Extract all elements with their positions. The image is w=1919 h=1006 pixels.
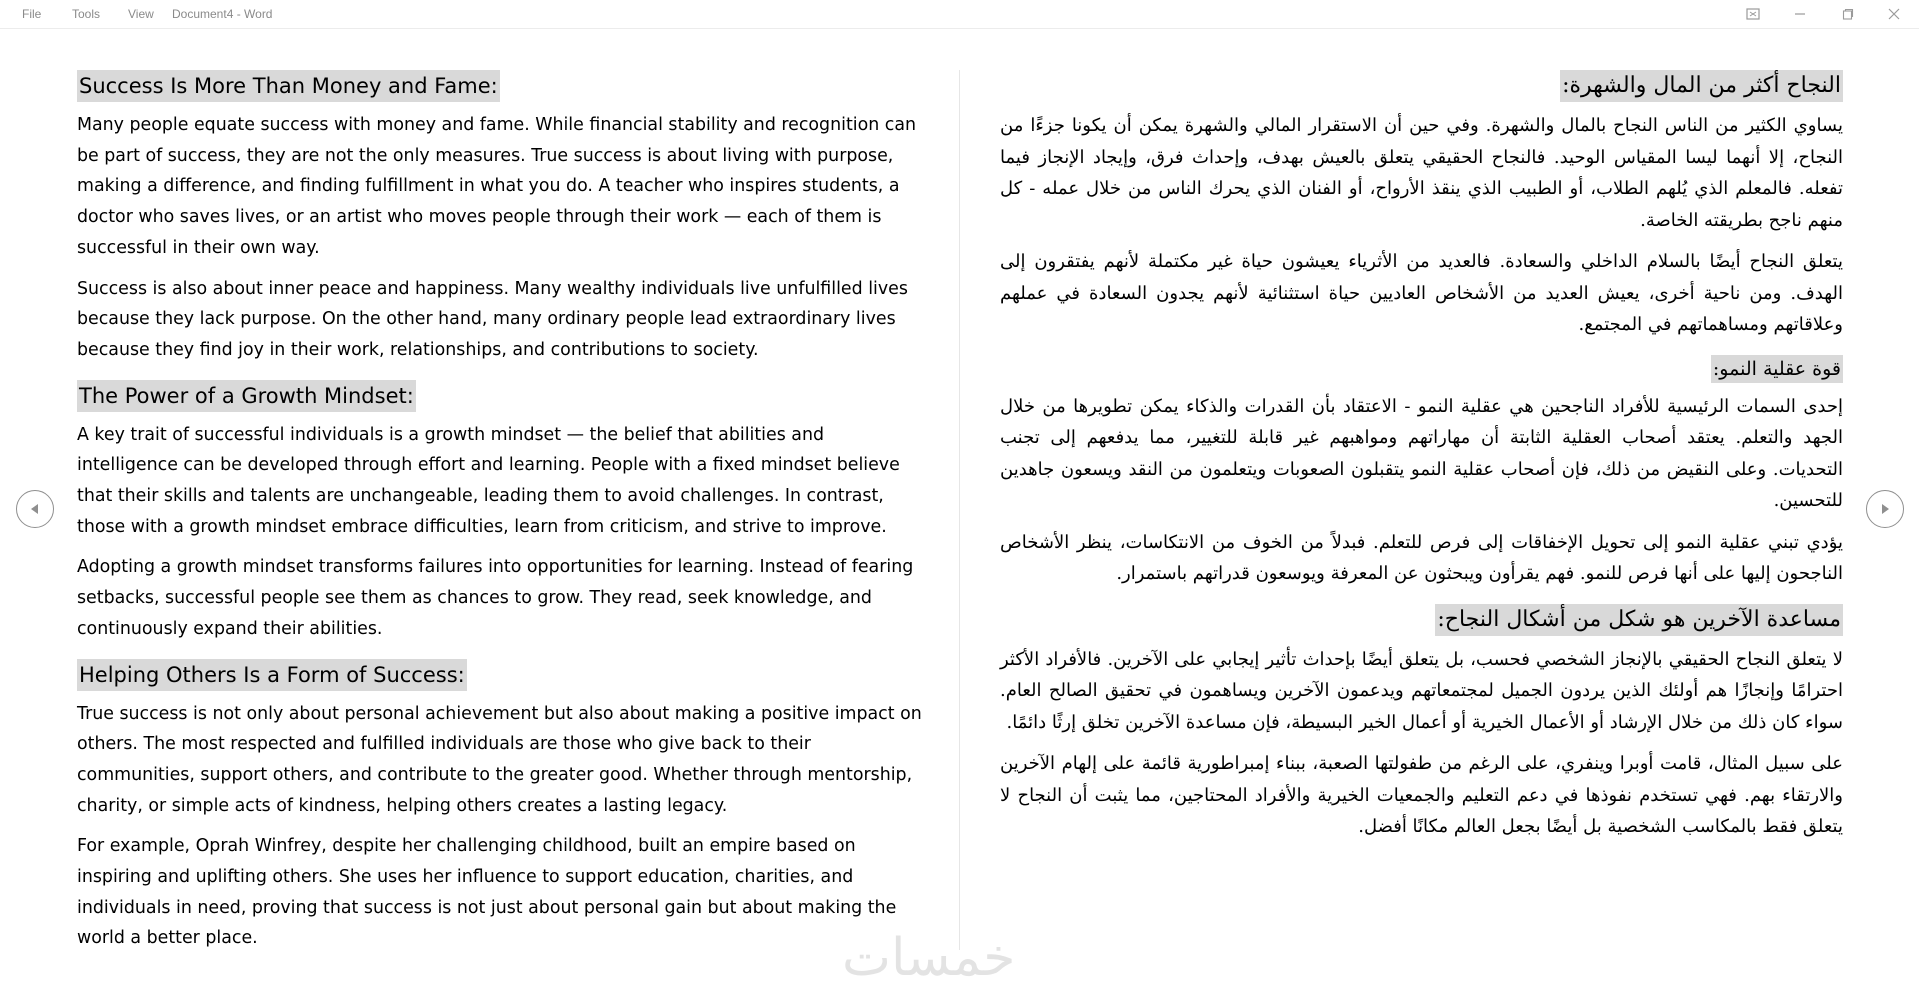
paragraph: على سبيل المثال، قامت أوبرا وينفري، على الرغم من طفولتها الصعبة، ببناء إمبراطورية قائمة على إلهام الآخرين والارتقاء بهم. فهي تستخدم نفوذها في دعم التعليم والجمعيات الخيرية والأفراد المحتاجين، مما يثبت أن النجاح لا يتعلق فقط بالمكاسب الشخصية بل أيضًا بجعل العالم مكانًا أفضل. [1000, 753, 1843, 837]
paragraph: يساوي الكثير من الناس النجاح بالمال والشهرة. وفي حين أن الاستقرار المالي والشهرة يمكن أن يكونا جزءًا من النجاح، إلا أنهما ليسا المقياس الوحيد. فالنجاح الحقيقي يتعلق بالعيش بهدف، وإحداث فرق، وإيجاد الإنجاز فيما تفعله. فالمعلم الذي يُلهم الطلاب، أو الطبيب الذي ينقذ الأرواح، أو الفنان الذي يحرك الناس من خلال عمله - كل منهم ناجح بطريقته الخاصة. [1000, 115, 1843, 231]
paragraph: إحدى السمات الرئيسية للأفراد الناجحين هي عقلية النمو - الاعتقاد بأن القدرات والذكاء يمكن تطويرها من خلال الجهد والتعلم. يعتقد أصحاب العقلية الثابتة أن مهاراتهم ومواهبهم غير قابلة للتغيير، مما يدفعهم إلى تجنب التحديات. وعلى النقيض من ذلك، فإن أصحاب عقلية النمو يتقبلون الصعوبات ويتعلمون من النقد ويسعون جاهدين للتحسين. [1000, 395, 1843, 511]
heading-success-more-than-money: Success Is More Than Money and Fame: [77, 70, 500, 102]
title-bar [0, 0, 1919, 29]
restore-icon[interactable] [1828, 3, 1868, 25]
paragraph: Many people equate success with money and fame. While financial stability and recognition can be part of success, they are not the only measures. True success is about living with purpose, making a difference, and finding fulfillment in what you do. A teacher who inspires students, a doctor who saves lives, or an artist who moves people through their work — each of them is successful in their own way. [77, 115, 917, 258]
paragraph: يؤدي تبني عقلية النمو إلى تحويل الإخفاقات إلى فرص للتعلم. فبدلاً من الخوف من الانتكاسات، ينظر الأشخاص الناجحون إليها على أنها فرص للنمو. فهم يقرأون ويبحثون عن المعرفة ويوسعون قدراتهم باستمرار. [1000, 531, 1843, 584]
heading-success-more-than-money-ar: النجاح أكثر من المال والشهرة: [1560, 70, 1843, 102]
fullscreen-toggle-icon[interactable] [1733, 3, 1773, 25]
heading-helping-others-ar: مساعدة الآخرين هو شكل من أشكال النجاح: [1435, 604, 1843, 636]
next-page-button[interactable] [1866, 490, 1904, 528]
menu-file[interactable]: File [22, 7, 42, 21]
right-page [1000, 66, 1843, 853]
column-divider [959, 70, 960, 950]
chevron-right-icon [1878, 502, 1892, 516]
heading-growth-mindset: The Power of a Growth Mindset: [77, 380, 416, 412]
close-icon[interactable] [1874, 3, 1914, 25]
paragraph: For example, Oprah Winfrey, despite her challenging childhood, built an empire based on inspiring and uplifting others. She uses her influence to support education, charities, and individuals in need, proving that success is not just about personal gain but about making the world a better place. [77, 836, 897, 949]
heading-growth-mindset-ar: قوة عقلية النمو: [1711, 355, 1843, 383]
paragraph: Success is also about inner peace and happiness. Many wealthy individuals live unfulfilled lives because they lack purpose. On the other hand, many ordinary people lead extraordinary lives because they find joy in their work, relationships, and contributions to society. [77, 278, 908, 360]
left-page [77, 66, 927, 964]
paragraph: A key trait of successful individuals is a growth mindset — the belief that abilities and intelligence can be developed through effort and learning. People with a fixed mindset believe that their skills and talents are unchangeable, leading them to avoid challenges. In contrast, those with a growth mindset embrace difficulties, learn from criticism, and strive to improve. [77, 424, 900, 537]
document-title: Document4 - Word [172, 7, 273, 21]
paragraph: لا يتعلق النجاح الحقيقي بالإنجاز الشخصي فحسب، بل يتعلق أيضًا بإحداث تأثير إيجابي على الآخرين. فالأفراد الأكثر احترامًا وإنجازًا هم أولئك الذين يردون الجميل لمجتمعاتهم ويدعمون الآخرين ويساهمون في تحقيق الصالح العام. سواء كان ذلك من خلال الإرشاد أو الأعمال الخيرية أو أعمال الخير البسيطة، فإن مساعدة الآخرين تخلق إرثًا دائمًا. [1000, 648, 1843, 733]
paragraph: True success is not only about personal achievement but also about making a positive impact on others. The most respected and fulfilled individuals are those who give back to their communities, support others, and contribute to the greater good. Whether through mentorship, charity, or simple acts of kindness, helping others creates a lasting legacy. [77, 703, 922, 816]
previous-page-button[interactable] [16, 490, 54, 528]
paragraph: يتعلق النجاح أيضًا بالسلام الداخلي والسعادة. فالعديد من الأثرياء يعيشون حياة غير مكتملة لأنهم يفتقرون إلى الهدف. ومن ناحية أخرى، يعيش العديد من الأشخاص العاديين حياة استثنائية لأنهم يجدون السعادة في عملهم وعلاقاتهم ومساهماتهم في المجتمع. [1000, 251, 1843, 335]
chevron-left-icon [28, 502, 42, 516]
watermark-logo: خمسات [842, 928, 1016, 988]
paragraph: Adopting a growth mindset transforms failures into opportunities for learning. Instead of fearing setbacks, successful people see them as chances to grow. They read, seek knowledge, and continuously expand their abilities. [77, 557, 914, 639]
menu-view[interactable]: View [128, 7, 154, 21]
minimize-icon[interactable] [1780, 3, 1820, 25]
heading-helping-others: Helping Others Is a Form of Success: [77, 659, 467, 691]
menu-tools[interactable]: Tools [72, 7, 101, 21]
